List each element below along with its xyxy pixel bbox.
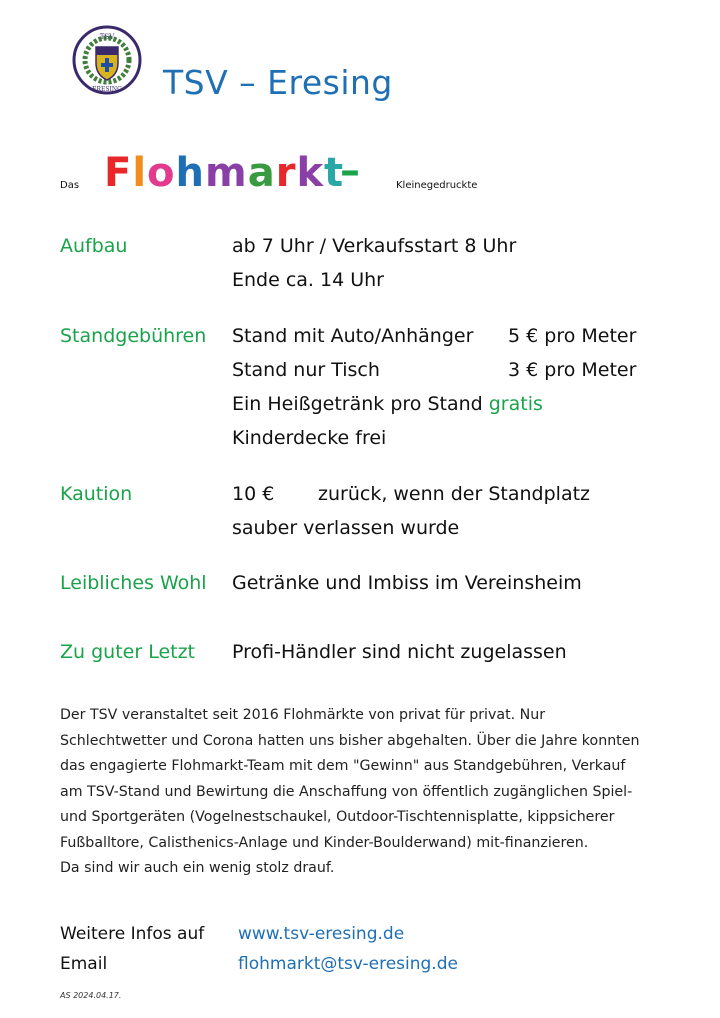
contact-email-label: Email xyxy=(60,954,108,974)
wohl-label: Leibliches Wohl xyxy=(60,572,207,594)
letzt-text: Profi-Händler sind nicht zugelassen xyxy=(232,641,567,663)
stand-drink xyxy=(232,393,543,415)
club-logo xyxy=(72,25,142,95)
kaution-text-2: sauber verlassen wurde xyxy=(232,517,460,539)
aufbau-label: Aufbau xyxy=(60,235,128,257)
headline-letter: m xyxy=(205,150,248,196)
stand-blanket: Kinderdecke frei xyxy=(232,427,387,449)
stand-row-auto-left: Stand mit Auto/Anhänger xyxy=(232,325,474,347)
kaution-line-1 xyxy=(232,483,591,505)
paragraph-line: und Sportgeräten (Vogelnestschaukel, Outdoor-Tischtennisplatte, kippsicherer xyxy=(60,809,615,825)
stand-row-tisch xyxy=(232,359,637,381)
website-link[interactable]: www.tsv-eresing.de xyxy=(238,924,405,944)
headline-prefix: Das xyxy=(60,180,80,191)
stand-drink-free: gratis xyxy=(488,393,543,415)
headline xyxy=(60,150,660,200)
logo-bottom-text: ERESING xyxy=(92,86,122,93)
headline-letter: k xyxy=(296,150,325,196)
stand-row-auto xyxy=(232,325,637,347)
paragraph-line: Da sind wir auch ein wenig stolz drauf. xyxy=(60,860,335,876)
aufbau-line-1: ab 7 Uhr / Verkaufsstart 8 Uhr xyxy=(232,235,517,257)
headline-letter: h xyxy=(175,150,206,196)
footer-note: AS 2024.04.17. xyxy=(60,991,122,1000)
letzt-label: Zu guter Letzt xyxy=(60,641,196,663)
headline-suffix: Kleinegedruckte xyxy=(396,180,478,191)
wohl-text: Getränke und Imbiss im Vereinsheim xyxy=(232,572,582,594)
kaution-text-1: zurück, wenn der Standplatz xyxy=(318,483,591,505)
stand-row-tisch-left: Stand nur Tisch xyxy=(232,359,380,381)
headline-letter: l xyxy=(132,150,148,196)
headline-flohmarkt xyxy=(104,150,344,196)
headline-letter: F xyxy=(104,150,133,196)
paragraph-line: Der TSV veranstaltet seit 2016 Flohmärkte von privat für privat. Nur xyxy=(60,707,546,723)
stand-drink-text: Ein Heißgetränk pro Stand xyxy=(232,393,483,415)
paragraph-line: Fußballtore, Calisthenics-Anlage und Kinder-Boulderwand) mit-finanzieren. xyxy=(60,834,589,851)
headline-letter: a xyxy=(247,150,276,196)
headline-dash: – xyxy=(340,148,360,194)
standgebuehren-label: Standgebühren xyxy=(60,325,207,347)
logo-top-text: TSV xyxy=(99,33,115,41)
stand-row-auto-right: 5 € pro Meter xyxy=(508,325,637,347)
paragraph-line: am TSV-Stand und Bewirtung die Anschaffung von öffentlich zugänglichen Spiel- xyxy=(60,783,633,800)
headline-letter: t xyxy=(324,150,345,196)
aufbau-line-2: Ende ca. 14 Uhr xyxy=(232,269,384,291)
description-paragraph xyxy=(60,703,680,882)
paragraph-line: Schlechtwetter und Corona hatten uns bisher abgehalten. Über die Jahre konnten xyxy=(60,732,640,749)
kaution-label: Kaution xyxy=(60,483,133,505)
kaution-amount: 10 € xyxy=(232,483,275,505)
contact-web-label: Weitere Infos auf xyxy=(60,924,205,944)
headline-letter: o xyxy=(147,150,176,196)
email-link[interactable]: flohmarkt@tsv-eresing.de xyxy=(238,954,458,974)
stand-row-tisch-right: 3 € pro Meter xyxy=(508,359,637,381)
headline-letter: r xyxy=(275,150,297,196)
club-title: TSV – Eresing xyxy=(163,63,393,102)
paragraph-line: das engagierte Flohmarkt-Team mit dem "Gewinn" aus Standgebühren, Verkauf xyxy=(60,758,626,774)
